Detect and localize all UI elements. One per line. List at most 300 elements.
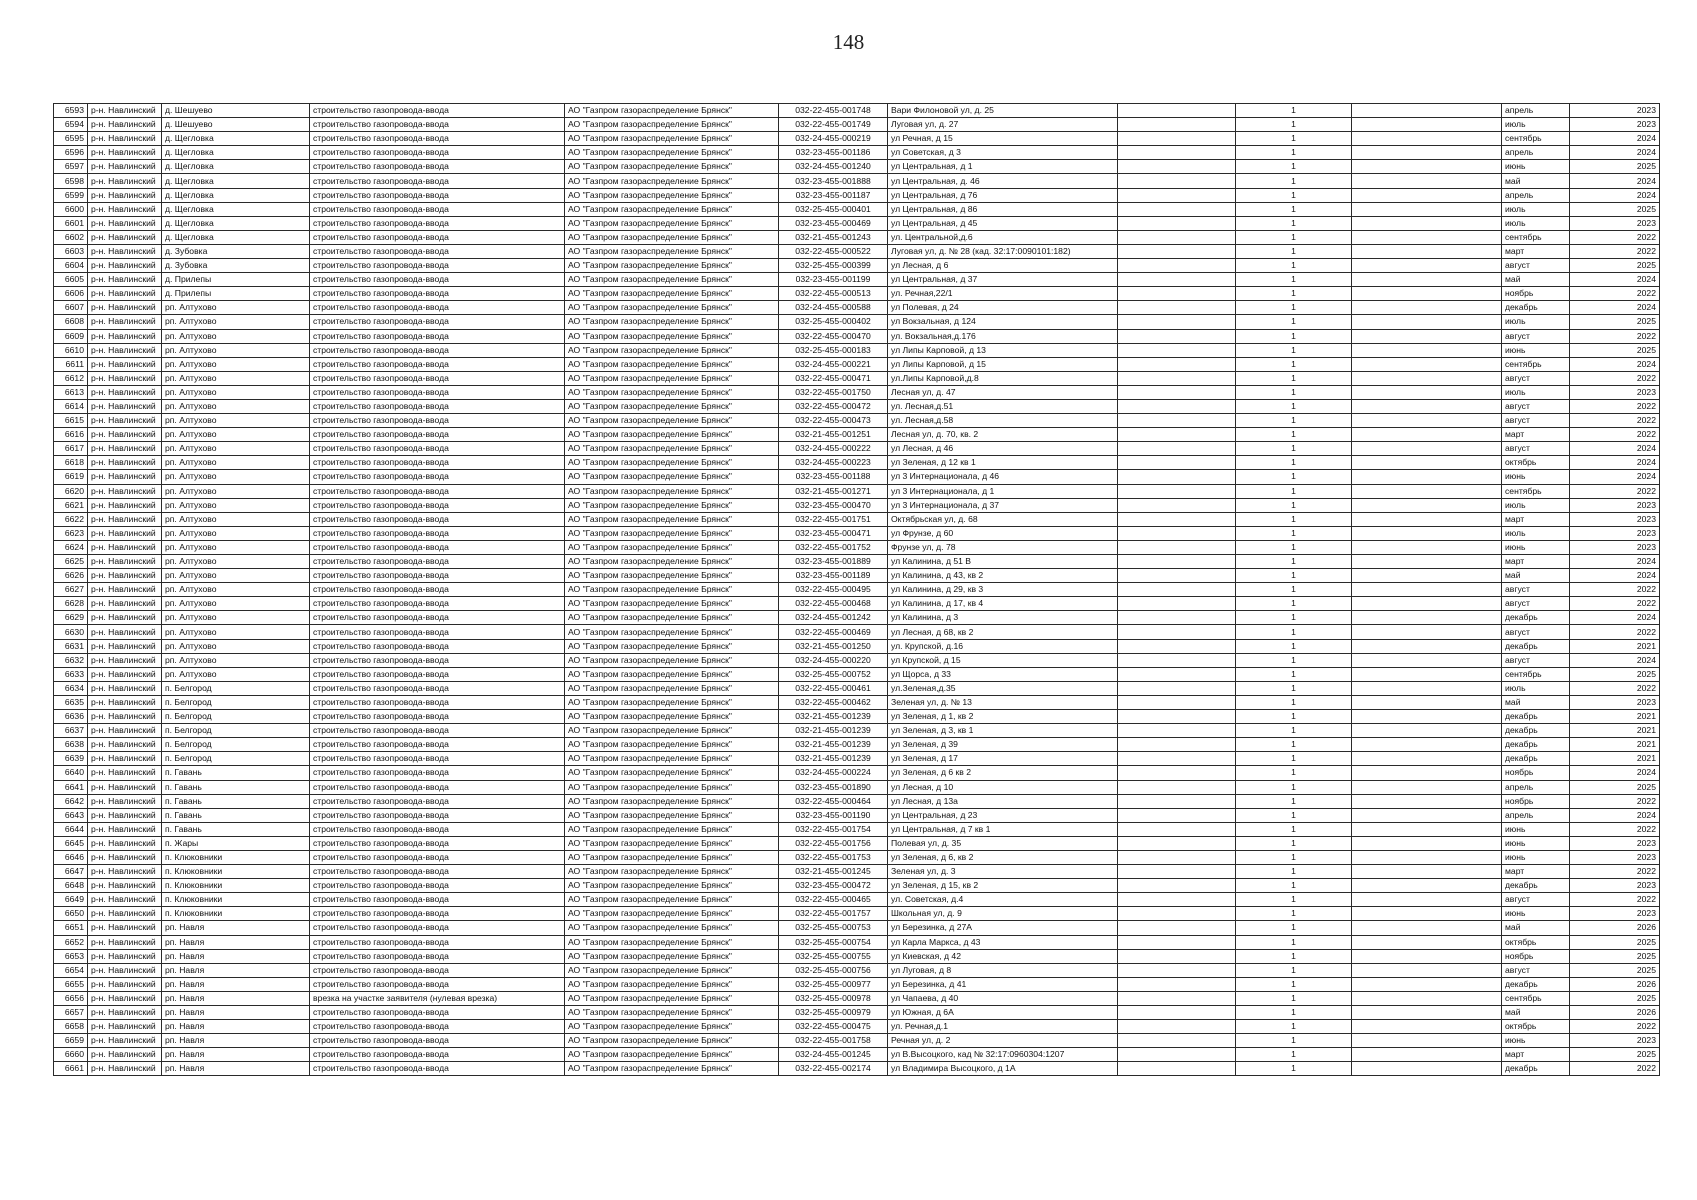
work-type-cell: строительство газопровода-ввода bbox=[310, 315, 565, 329]
district-cell: р-н. Навлинский bbox=[88, 611, 162, 625]
work-type-cell: строительство газопровода-ввода bbox=[310, 132, 565, 146]
address-cell: ул Калинина, д 29, кв 3 bbox=[888, 583, 1118, 597]
quantity-cell: 1 bbox=[1236, 188, 1352, 202]
table-row bbox=[54, 780, 1660, 794]
application-number-cell: 032-22-455-001756 bbox=[779, 836, 888, 850]
settlement-cell: д. Щегловка bbox=[162, 230, 310, 244]
table-row bbox=[54, 371, 1660, 385]
blank-column-cell bbox=[1118, 710, 1236, 724]
address-cell: ул Центральная, д. 46 bbox=[888, 174, 1118, 188]
blank-column-cell bbox=[1352, 329, 1502, 343]
settlement-cell: рп. Алтухово bbox=[162, 540, 310, 554]
year-cell: 2021 bbox=[1570, 724, 1660, 738]
application-number-cell: 032-22-455-002174 bbox=[779, 1062, 888, 1076]
month-cell: декабрь bbox=[1502, 879, 1570, 893]
table-row bbox=[54, 738, 1660, 752]
quantity-cell: 1 bbox=[1236, 371, 1352, 385]
row-number-cell: 6652 bbox=[54, 935, 88, 949]
settlement-cell: д. Щегловка bbox=[162, 188, 310, 202]
blank-column-cell bbox=[1352, 625, 1502, 639]
organization-cell: АО "Газпром газораспределение Брянск" bbox=[565, 1062, 779, 1076]
blank-column-cell bbox=[1352, 569, 1502, 583]
application-number-cell: 032-25-455-000183 bbox=[779, 343, 888, 357]
row-number-cell: 6644 bbox=[54, 822, 88, 836]
blank-column-cell bbox=[1118, 1048, 1236, 1062]
blank-column-cell bbox=[1352, 174, 1502, 188]
row-number-cell: 6599 bbox=[54, 188, 88, 202]
table-row bbox=[54, 766, 1660, 780]
work-type-cell: строительство газопровода-ввода bbox=[310, 174, 565, 188]
blank-column-cell bbox=[1118, 822, 1236, 836]
blank-column-cell bbox=[1352, 498, 1502, 512]
work-type-cell: строительство газопровода-ввода bbox=[310, 808, 565, 822]
table-row bbox=[54, 808, 1660, 822]
year-cell: 2022 bbox=[1570, 484, 1660, 498]
year-cell: 2021 bbox=[1570, 639, 1660, 653]
year-cell: 2026 bbox=[1570, 1006, 1660, 1020]
settlement-cell: д. Зубовка bbox=[162, 244, 310, 258]
settlement-cell: рп. Навля bbox=[162, 921, 310, 935]
application-number-cell: 032-22-455-000471 bbox=[779, 371, 888, 385]
address-cell: ул Калинина, д 17, кв 4 bbox=[888, 597, 1118, 611]
application-number-cell: 032-25-455-000979 bbox=[779, 1006, 888, 1020]
year-cell: 2024 bbox=[1570, 569, 1660, 583]
settlement-cell: рп. Навля bbox=[162, 1048, 310, 1062]
address-cell: ул Речная, д 15 bbox=[888, 132, 1118, 146]
month-cell: апрель bbox=[1502, 146, 1570, 160]
month-cell: март bbox=[1502, 865, 1570, 879]
district-cell: р-н. Навлинский bbox=[88, 428, 162, 442]
blank-column-cell bbox=[1118, 470, 1236, 484]
blank-column-cell bbox=[1352, 442, 1502, 456]
address-cell: ул. Лесная,д.58 bbox=[888, 414, 1118, 428]
blank-column-cell bbox=[1118, 653, 1236, 667]
blank-column-cell bbox=[1352, 371, 1502, 385]
year-cell: 2022 bbox=[1570, 681, 1660, 695]
work-type-cell: строительство газопровода-ввода bbox=[310, 230, 565, 244]
address-cell: ул Карла Маркса, д 43 bbox=[888, 935, 1118, 949]
quantity-cell: 1 bbox=[1236, 836, 1352, 850]
organization-cell: АО "Газпром газораспределение Брянск" bbox=[565, 428, 779, 442]
address-cell: Вари Филоновой ул, д. 25 bbox=[888, 104, 1118, 118]
application-number-cell: 032-22-455-001757 bbox=[779, 907, 888, 921]
district-cell: р-н. Навлинский bbox=[88, 935, 162, 949]
blank-column-cell bbox=[1352, 1034, 1502, 1048]
address-cell: ул Лесная, д 6 bbox=[888, 259, 1118, 273]
quantity-cell: 1 bbox=[1236, 639, 1352, 653]
month-cell: ноябрь bbox=[1502, 287, 1570, 301]
organization-cell: АО "Газпром газораспределение Брянск" bbox=[565, 991, 779, 1005]
table-body bbox=[54, 104, 1660, 1076]
table-row bbox=[54, 104, 1660, 118]
blank-column-cell bbox=[1352, 1006, 1502, 1020]
settlement-cell: п. Белгород bbox=[162, 695, 310, 709]
organization-cell: АО "Газпром газораспределение Брянск" bbox=[565, 512, 779, 526]
application-number-cell: 032-21-455-001250 bbox=[779, 639, 888, 653]
quantity-cell: 1 bbox=[1236, 611, 1352, 625]
work-type-cell: строительство газопровода-ввода bbox=[310, 794, 565, 808]
district-cell: р-н. Навлинский bbox=[88, 710, 162, 724]
table-row bbox=[54, 865, 1660, 879]
month-cell: май bbox=[1502, 1006, 1570, 1020]
table-row bbox=[54, 132, 1660, 146]
year-cell: 2025 bbox=[1570, 935, 1660, 949]
blank-column-cell bbox=[1352, 1062, 1502, 1076]
organization-cell: АО "Газпром газораспределение Брянск" bbox=[565, 357, 779, 371]
table-row bbox=[54, 752, 1660, 766]
quantity-cell: 1 bbox=[1236, 808, 1352, 822]
month-cell: сентябрь bbox=[1502, 991, 1570, 1005]
row-number-cell: 6607 bbox=[54, 301, 88, 315]
work-type-cell: строительство газопровода-ввода bbox=[310, 921, 565, 935]
address-cell: Зеленая ул, д. 3 bbox=[888, 865, 1118, 879]
blank-column-cell bbox=[1118, 104, 1236, 118]
district-cell: р-н. Навлинский bbox=[88, 752, 162, 766]
organization-cell: АО "Газпром газораспределение Брянск" bbox=[565, 597, 779, 611]
settlement-cell: рп. Навля bbox=[162, 1006, 310, 1020]
district-cell: р-н. Навлинский bbox=[88, 836, 162, 850]
address-cell: ул Центральная, д 7 кв 1 bbox=[888, 822, 1118, 836]
district-cell: р-н. Навлинский bbox=[88, 498, 162, 512]
year-cell: 2024 bbox=[1570, 611, 1660, 625]
district-cell: р-н. Навлинский bbox=[88, 1020, 162, 1034]
address-cell: Лесная ул, д. 47 bbox=[888, 385, 1118, 399]
row-number-cell: 6595 bbox=[54, 132, 88, 146]
row-number-cell: 6615 bbox=[54, 414, 88, 428]
table-row bbox=[54, 850, 1660, 864]
quantity-cell: 1 bbox=[1236, 865, 1352, 879]
work-type-cell: строительство газопровода-ввода bbox=[310, 1048, 565, 1062]
blank-column-cell bbox=[1352, 456, 1502, 470]
district-cell: р-н. Навлинский bbox=[88, 569, 162, 583]
row-number-cell: 6611 bbox=[54, 357, 88, 371]
organization-cell: АО "Газпром газораспределение Брянск" bbox=[565, 653, 779, 667]
address-cell: ул Калинина, д 3 bbox=[888, 611, 1118, 625]
month-cell: июль bbox=[1502, 498, 1570, 512]
blank-column-cell bbox=[1352, 287, 1502, 301]
row-number-cell: 6617 bbox=[54, 442, 88, 456]
table-row bbox=[54, 653, 1660, 667]
table-row bbox=[54, 428, 1660, 442]
address-cell: ул Зеленая, д 39 bbox=[888, 738, 1118, 752]
year-cell: 2023 bbox=[1570, 385, 1660, 399]
organization-cell: АО "Газпром газораспределение Брянск" bbox=[565, 399, 779, 413]
address-cell: ул В.Высоцкого, кад № 32:17:0960304:1207 bbox=[888, 1048, 1118, 1062]
application-number-cell: 032-24-455-000222 bbox=[779, 442, 888, 456]
row-number-cell: 6625 bbox=[54, 555, 88, 569]
blank-column-cell bbox=[1118, 724, 1236, 738]
address-cell: ул Лесная, д 46 bbox=[888, 442, 1118, 456]
blank-column-cell bbox=[1352, 273, 1502, 287]
year-cell: 2022 bbox=[1570, 893, 1660, 907]
work-type-cell: строительство газопровода-ввода bbox=[310, 752, 565, 766]
application-number-cell: 032-24-455-000220 bbox=[779, 653, 888, 667]
settlement-cell: рп. Алтухово bbox=[162, 639, 310, 653]
organization-cell: АО "Газпром газораспределение Брянск" bbox=[565, 484, 779, 498]
district-cell: р-н. Навлинский bbox=[88, 1062, 162, 1076]
blank-column-cell bbox=[1118, 202, 1236, 216]
district-cell: р-н. Навлинский bbox=[88, 695, 162, 709]
district-cell: р-н. Навлинский bbox=[88, 273, 162, 287]
table-row bbox=[54, 526, 1660, 540]
row-number-cell: 6642 bbox=[54, 794, 88, 808]
district-cell: р-н. Навлинский bbox=[88, 991, 162, 1005]
blank-column-cell bbox=[1352, 977, 1502, 991]
row-number-cell: 6657 bbox=[54, 1006, 88, 1020]
blank-column-cell bbox=[1352, 414, 1502, 428]
year-cell: 2022 bbox=[1570, 625, 1660, 639]
quantity-cell: 1 bbox=[1236, 132, 1352, 146]
month-cell: ноябрь bbox=[1502, 949, 1570, 963]
quantity-cell: 1 bbox=[1236, 498, 1352, 512]
blank-column-cell bbox=[1118, 526, 1236, 540]
quantity-cell: 1 bbox=[1236, 230, 1352, 244]
district-cell: р-н. Навлинский bbox=[88, 1034, 162, 1048]
organization-cell: АО "Газпром газораспределение Брянск" bbox=[565, 822, 779, 836]
row-number-cell: 6609 bbox=[54, 329, 88, 343]
blank-column-cell bbox=[1118, 879, 1236, 893]
district-cell: р-н. Навлинский bbox=[88, 512, 162, 526]
month-cell: июль bbox=[1502, 526, 1570, 540]
organization-cell: АО "Газпром газораспределение Брянск" bbox=[565, 174, 779, 188]
district-cell: р-н. Навлинский bbox=[88, 315, 162, 329]
settlement-cell: рп. Алтухово bbox=[162, 414, 310, 428]
blank-column-cell bbox=[1352, 146, 1502, 160]
application-number-cell: 032-22-455-000470 bbox=[779, 329, 888, 343]
address-cell: ул Фрунзе, д 60 bbox=[888, 526, 1118, 540]
settlement-cell: рп. Алтухово bbox=[162, 498, 310, 512]
table-row bbox=[54, 597, 1660, 611]
month-cell: декабрь bbox=[1502, 977, 1570, 991]
work-type-cell: строительство газопровода-ввода bbox=[310, 653, 565, 667]
year-cell: 2025 bbox=[1570, 259, 1660, 273]
organization-cell: АО "Газпром газораспределение Брянск" bbox=[565, 949, 779, 963]
settlement-cell: рп. Навля bbox=[162, 949, 310, 963]
district-cell: р-н. Навлинский bbox=[88, 540, 162, 554]
work-type-cell: строительство газопровода-ввода bbox=[310, 977, 565, 991]
blank-column-cell bbox=[1352, 836, 1502, 850]
blank-column-cell bbox=[1352, 738, 1502, 752]
settlement-cell: рп. Алтухово bbox=[162, 470, 310, 484]
work-type-cell: строительство газопровода-ввода bbox=[310, 329, 565, 343]
quantity-cell: 1 bbox=[1236, 681, 1352, 695]
blank-column-cell bbox=[1118, 484, 1236, 498]
row-number-cell: 6600 bbox=[54, 202, 88, 216]
quantity-cell: 1 bbox=[1236, 414, 1352, 428]
work-type-cell: строительство газопровода-ввода bbox=[310, 836, 565, 850]
table-row bbox=[54, 794, 1660, 808]
year-cell: 2026 bbox=[1570, 921, 1660, 935]
settlement-cell: п. Белгород bbox=[162, 681, 310, 695]
district-cell: р-н. Навлинский bbox=[88, 822, 162, 836]
row-number-cell: 6630 bbox=[54, 625, 88, 639]
year-cell: 2022 bbox=[1570, 865, 1660, 879]
table-row bbox=[54, 118, 1660, 132]
application-number-cell: 032-25-455-000752 bbox=[779, 667, 888, 681]
year-cell: 2022 bbox=[1570, 414, 1660, 428]
address-cell: ул Липы Карповой, д 13 bbox=[888, 343, 1118, 357]
blank-column-cell bbox=[1118, 174, 1236, 188]
district-cell: р-н. Навлинский bbox=[88, 555, 162, 569]
row-number-cell: 6658 bbox=[54, 1020, 88, 1034]
row-number-cell: 6604 bbox=[54, 259, 88, 273]
row-number-cell: 6651 bbox=[54, 921, 88, 935]
blank-column-cell bbox=[1118, 1034, 1236, 1048]
blank-column-cell bbox=[1118, 216, 1236, 230]
quantity-cell: 1 bbox=[1236, 724, 1352, 738]
year-cell: 2024 bbox=[1570, 808, 1660, 822]
settlement-cell: рп. Алтухово bbox=[162, 569, 310, 583]
blank-column-cell bbox=[1118, 273, 1236, 287]
row-number-cell: 6631 bbox=[54, 639, 88, 653]
settlement-cell: п. Белгород bbox=[162, 724, 310, 738]
district-cell: р-н. Навлинский bbox=[88, 442, 162, 456]
address-cell: ул Центральная, д 45 bbox=[888, 216, 1118, 230]
row-number-cell: 6621 bbox=[54, 498, 88, 512]
blank-column-cell bbox=[1352, 766, 1502, 780]
address-cell: ул. Центральной,д.6 bbox=[888, 230, 1118, 244]
organization-cell: АО "Газпром газораспределение Брянск" bbox=[565, 611, 779, 625]
district-cell: р-н. Навлинский bbox=[88, 484, 162, 498]
application-number-cell: 032-23-455-001190 bbox=[779, 808, 888, 822]
table-row bbox=[54, 555, 1660, 569]
month-cell: апрель bbox=[1502, 104, 1570, 118]
organization-cell: АО "Газпром газораспределение Брянск" bbox=[565, 850, 779, 864]
work-type-cell: строительство газопровода-ввода bbox=[310, 639, 565, 653]
table-row bbox=[54, 1062, 1660, 1076]
district-cell: р-н. Навлинский bbox=[88, 526, 162, 540]
row-number-cell: 6605 bbox=[54, 273, 88, 287]
blank-column-cell bbox=[1352, 710, 1502, 724]
organization-cell: АО "Газпром газораспределение Брянск" bbox=[565, 146, 779, 160]
year-cell: 2023 bbox=[1570, 1034, 1660, 1048]
month-cell: декабрь bbox=[1502, 1062, 1570, 1076]
row-number-cell: 6628 bbox=[54, 597, 88, 611]
blank-column-cell bbox=[1352, 794, 1502, 808]
quantity-cell: 1 bbox=[1236, 879, 1352, 893]
district-cell: р-н. Навлинский bbox=[88, 921, 162, 935]
blank-column-cell bbox=[1352, 611, 1502, 625]
organization-cell: АО "Газпром газораспределение Брянск" bbox=[565, 202, 779, 216]
settlement-cell: п. Жары bbox=[162, 836, 310, 850]
quantity-cell: 1 bbox=[1236, 399, 1352, 413]
application-number-cell: 032-24-455-001242 bbox=[779, 611, 888, 625]
blank-column-cell bbox=[1118, 442, 1236, 456]
settlement-cell: п. Гавань bbox=[162, 822, 310, 836]
table-row bbox=[54, 1048, 1660, 1062]
month-cell: июль bbox=[1502, 681, 1570, 695]
quantity-cell: 1 bbox=[1236, 301, 1352, 315]
month-cell: декабрь bbox=[1502, 752, 1570, 766]
work-type-cell: строительство газопровода-ввода bbox=[310, 893, 565, 907]
district-cell: р-н. Навлинский bbox=[88, 132, 162, 146]
organization-cell: АО "Газпром газораспределение Брянск" bbox=[565, 104, 779, 118]
application-number-cell: 032-22-455-001753 bbox=[779, 850, 888, 864]
table-row bbox=[54, 836, 1660, 850]
district-cell: р-н. Навлинский bbox=[88, 146, 162, 160]
blank-column-cell bbox=[1352, 343, 1502, 357]
organization-cell: АО "Газпром газораспределение Брянск" bbox=[565, 259, 779, 273]
row-number-cell: 6597 bbox=[54, 160, 88, 174]
table-row bbox=[54, 1020, 1660, 1034]
work-type-cell: строительство газопровода-ввода bbox=[310, 780, 565, 794]
address-cell: Октябрьская ул, д. 68 bbox=[888, 512, 1118, 526]
district-cell: р-н. Навлинский bbox=[88, 850, 162, 864]
address-cell: ул. Речная,22/1 bbox=[888, 287, 1118, 301]
quantity-cell: 1 bbox=[1236, 583, 1352, 597]
district-cell: р-н. Навлинский bbox=[88, 456, 162, 470]
application-number-cell: 032-23-455-000471 bbox=[779, 526, 888, 540]
month-cell: декабрь bbox=[1502, 301, 1570, 315]
work-type-cell: строительство газопровода-ввода bbox=[310, 766, 565, 780]
year-cell: 2025 bbox=[1570, 1048, 1660, 1062]
month-cell: сентябрь bbox=[1502, 484, 1570, 498]
row-number-cell: 6593 bbox=[54, 104, 88, 118]
blank-column-cell bbox=[1118, 385, 1236, 399]
address-cell: ул Зеленая, д 6 кв 2 bbox=[888, 766, 1118, 780]
table-row bbox=[54, 230, 1660, 244]
address-cell: ул Чапаева, д 40 bbox=[888, 991, 1118, 1005]
quantity-cell: 1 bbox=[1236, 118, 1352, 132]
district-cell: р-н. Навлинский bbox=[88, 385, 162, 399]
organization-cell: АО "Газпром газораспределение Брянск" bbox=[565, 681, 779, 695]
month-cell: июль bbox=[1502, 202, 1570, 216]
table-row bbox=[54, 977, 1660, 991]
year-cell: 2025 bbox=[1570, 160, 1660, 174]
settlement-cell: рп. Навля bbox=[162, 1020, 310, 1034]
address-cell: ул Березинка, д 41 bbox=[888, 977, 1118, 991]
table-row bbox=[54, 695, 1660, 709]
application-number-cell: 032-25-455-000978 bbox=[779, 991, 888, 1005]
blank-column-cell bbox=[1118, 991, 1236, 1005]
settlement-cell: д. Щегловка bbox=[162, 202, 310, 216]
organization-cell: АО "Газпром газораспределение Брянск" bbox=[565, 287, 779, 301]
blank-column-cell bbox=[1118, 498, 1236, 512]
district-cell: р-н. Навлинский bbox=[88, 780, 162, 794]
address-cell: Лесная ул, д. 70, кв. 2 bbox=[888, 428, 1118, 442]
district-cell: р-н. Навлинский bbox=[88, 329, 162, 343]
row-number-cell: 6624 bbox=[54, 540, 88, 554]
blank-column-cell bbox=[1352, 216, 1502, 230]
quantity-cell: 1 bbox=[1236, 273, 1352, 287]
settlement-cell: рп. Алтухово bbox=[162, 555, 310, 569]
district-cell: р-н. Навлинский bbox=[88, 949, 162, 963]
blank-column-cell bbox=[1352, 780, 1502, 794]
address-cell: ул Зеленая, д 12 кв 1 bbox=[888, 456, 1118, 470]
application-number-cell: 032-21-455-001239 bbox=[779, 738, 888, 752]
application-number-cell: 032-25-455-000755 bbox=[779, 949, 888, 963]
blank-column-cell bbox=[1118, 921, 1236, 935]
settlement-cell: д. Щегловка bbox=[162, 160, 310, 174]
month-cell: май bbox=[1502, 921, 1570, 935]
month-cell: июнь bbox=[1502, 822, 1570, 836]
organization-cell: АО "Газпром газораспределение Брянск" bbox=[565, 385, 779, 399]
table-row bbox=[54, 470, 1660, 484]
blank-column-cell bbox=[1118, 836, 1236, 850]
address-cell: Луговая ул, д. № 28 (кад. 32:17:0090101:182) bbox=[888, 244, 1118, 258]
application-number-cell: 032-24-455-000223 bbox=[779, 456, 888, 470]
blank-column-cell bbox=[1352, 1020, 1502, 1034]
settlement-cell: д. Прилепы bbox=[162, 287, 310, 301]
work-type-cell: строительство газопровода-ввода bbox=[310, 357, 565, 371]
address-cell: ул Центральная, д 37 bbox=[888, 273, 1118, 287]
organization-cell: АО "Газпром газораспределение Брянск" bbox=[565, 583, 779, 597]
work-type-cell: строительство газопровода-ввода bbox=[310, 202, 565, 216]
work-type-cell: строительство газопровода-ввода bbox=[310, 1062, 565, 1076]
organization-cell: АО "Газпром газораспределение Брянск" bbox=[565, 639, 779, 653]
organization-cell: АО "Газпром газораспределение Брянск" bbox=[565, 724, 779, 738]
month-cell: сентябрь bbox=[1502, 667, 1570, 681]
